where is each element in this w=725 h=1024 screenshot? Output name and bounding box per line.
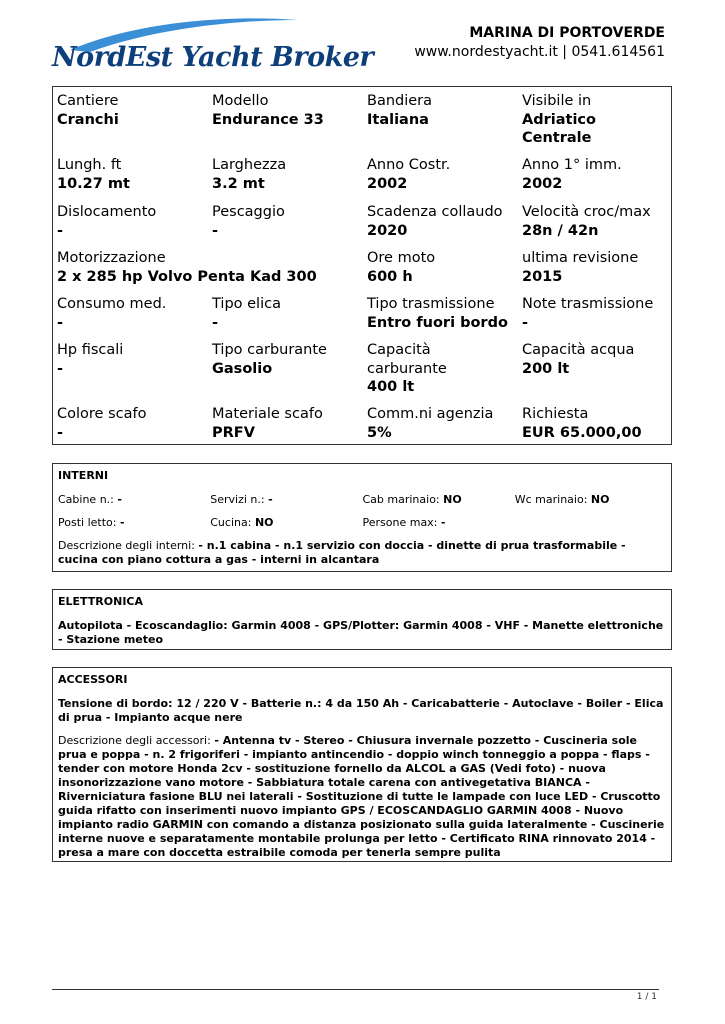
spec-lunghezza: [57, 156, 207, 193]
spec-pescaggio: [212, 203, 362, 240]
spec-label: Velocità croc/max: [522, 204, 651, 220]
section-title: ACCESSORI: [58, 673, 128, 686]
spec-value: -: [212, 222, 219, 239]
spec-value: 28n / 42n: [522, 222, 599, 239]
spec-value: -: [212, 314, 219, 331]
spec-value: 10.27 mt: [57, 175, 130, 192]
field-label: Cabine n.:: [58, 493, 114, 506]
spec-cantiere: [57, 92, 207, 129]
field-label: Wc marinaio:: [514, 493, 588, 506]
spec-value: -: [57, 424, 64, 441]
field-label: Servizi n.:: [210, 493, 265, 506]
spec-note-trasmissione: [522, 295, 672, 332]
spec-value: Endurance 33: [212, 111, 324, 128]
field-value: - n.1 cabina - n.1 servizio con doccia - dinette di prua trasformabile - cucina con piano cottura a gas - interni in alcantara: [58, 539, 626, 566]
spec-label: Anno Costr.: [367, 157, 451, 173]
interni-row: [58, 516, 667, 530]
field-value: -: [440, 516, 446, 529]
spec-value: PRFV: [212, 424, 255, 441]
spec-hp-fiscali: [57, 341, 207, 378]
spec-materiale-scafo: [212, 405, 362, 442]
footer-divider: [52, 989, 659, 990]
interni-row: [58, 493, 667, 507]
spec-modello: [212, 92, 362, 129]
spec-visibile: [522, 92, 642, 148]
spec-consumo: [57, 295, 207, 332]
spec-value: Cranchi: [57, 111, 119, 128]
field-value: NO: [254, 516, 274, 529]
spec-value: 200 lt: [522, 360, 570, 377]
field-label: Descrizione degli interni:: [58, 539, 195, 552]
spec-label: Tipo carburante: [212, 342, 327, 358]
field-value: -: [119, 516, 125, 529]
spec-commissioni: [367, 405, 517, 442]
spec-value: 5%: [367, 424, 392, 441]
spec-label: Larghezza: [212, 157, 287, 173]
spec-value: EUR 65.000,00: [522, 424, 642, 441]
interni-persone-max: [363, 516, 515, 530]
spec-label: Note trasmissione: [522, 296, 654, 312]
spec-value: 600 h: [367, 268, 413, 285]
spec-motorizzazione: [57, 249, 357, 286]
section-accessori: [52, 667, 672, 862]
spec-value: -: [57, 360, 64, 377]
field-label: Posti letto:: [58, 516, 117, 529]
spec-label: Cantiere: [57, 93, 119, 109]
spec-label: Visibile in: [522, 93, 592, 109]
contact-info: www.nordestyacht.it | 0541.614561: [414, 44, 665, 60]
spec-label: ultima revisione: [522, 250, 639, 266]
spec-value: 3.2 mt: [212, 175, 265, 192]
spec-label: Consumo med.: [57, 296, 167, 312]
field-label: Cucina:: [210, 516, 252, 529]
section-title: INTERNI: [58, 469, 109, 482]
spec-value: 2015: [522, 268, 563, 285]
company-logo: [50, 14, 374, 76]
spec-label: Pescaggio: [212, 204, 285, 220]
interni-servizi: [210, 493, 362, 507]
section-title: ELETTRONICA: [58, 595, 144, 608]
spec-table: [52, 86, 672, 445]
interni-descrizione: [58, 539, 667, 567]
spec-label: Bandiera: [367, 93, 433, 109]
accessori-text: Tensione di bordo: 12 / 220 V - Batterie n.: 4 da 150 Ah - Caricabatterie - Autoclave - Boiler - Elica di prua - Impianto acque nere: [58, 697, 664, 724]
interni-posti-letto: [58, 516, 210, 530]
spec-value: Entro fuori bordo: [367, 314, 508, 331]
interni-cabine: [58, 493, 210, 507]
interni-cab-marinaio: [363, 493, 515, 507]
header-info: [414, 24, 665, 61]
spec-label: Tipo elica: [212, 296, 281, 312]
spec-colore-scafo: [57, 405, 207, 442]
spec-richiesta: [522, 405, 672, 442]
spec-value: 400 lt: [367, 379, 415, 395]
marina-name: MARINA DI PORTOVERDE: [469, 25, 665, 41]
spec-value: 2020: [367, 222, 408, 239]
spec-label: Scadenza collaudo: [367, 204, 503, 220]
page-number: 1 / 1: [636, 992, 657, 1002]
spec-label: Comm.ni agenzia: [367, 406, 494, 422]
interni-wc-marinaio: [515, 493, 667, 507]
elettronica-text: Autopilota - Ecoscandaglio: Garmin 4008 - GPS/Plotter: Garmin 4008 - VHF - Manette elettroniche - Stazione meteo: [58, 619, 664, 646]
spec-anno-costr: [367, 156, 517, 193]
field-value: -: [268, 493, 273, 506]
spec-bandiera: [367, 92, 517, 129]
spec-value: Adriatico Centrale: [522, 111, 596, 146]
field-label: Cab marinaio:: [362, 493, 440, 506]
spec-label: Modello: [212, 93, 269, 109]
spec-label: Capacità acqua: [522, 342, 635, 358]
spec-anno-imm: [522, 156, 672, 193]
spec-value: -: [57, 222, 64, 239]
spec-scadenza: [367, 203, 517, 240]
spec-label: Capacità carburante: [367, 342, 447, 377]
spec-label: Dislocamento: [57, 204, 157, 220]
spec-label: Ore moto: [367, 250, 436, 266]
spec-label: Tipo trasmissione: [367, 296, 495, 312]
spec-capacita-carburante: [367, 341, 467, 397]
spec-larghezza: [212, 156, 362, 193]
spec-value: 2002: [522, 175, 563, 192]
spec-ore-moto: [367, 249, 517, 286]
spec-label: Richiesta: [522, 406, 589, 422]
section-interni: [52, 463, 672, 572]
spec-label: Motorizzazione: [57, 250, 166, 266]
accessori-descrizione: [58, 734, 667, 860]
spec-label: Hp fiscali: [57, 342, 124, 358]
spec-dislocamento: [57, 203, 207, 240]
spec-value: -: [522, 314, 529, 331]
spec-capacita-acqua: [522, 341, 672, 378]
spec-value: 2 x 285 hp Volvo Penta Kad 300: [57, 268, 317, 285]
field-value: - Antenna tv - Stereo - Chiusura invernale pozzetto - Cuscineria sole prua e poppa - n. 2 frigoriferi - impianto antincendio - doppio winch tonneggio a poppa - flaps - tender con motore Honda 2cv - sostituzione fornello da ALCOL a GAS (Vedi foto) - nuova insonorizzazione vano motore - Sabbiatura totale carena con antivegetativa BIANCA - Riverniciatura fasione BLU nei laterali - Sostituzione di tutte le lampade con luce LED - Cruscotto guida rifatto con inserimenti nuovo impianto GPS / ECOSCANDAGLIO GARMIN 4008 - Nuovo impianto radio GARMIN con comando a distanza posizionato sulla guida lateralmente - Cuscinerie interne nuove e separatamente montabile prolunga per letto - Certificato RINA rinnovato 2014 - presa a mare con doccetta estraibile comoda per tenerla sempre pulita: [58, 734, 665, 859]
field-value: NO: [590, 493, 610, 506]
spec-value: Italiana: [367, 111, 429, 128]
spec-value: 2002: [367, 175, 408, 192]
spec-value: Gasolio: [212, 360, 273, 377]
spec-velocita: [522, 203, 672, 240]
spec-label: Colore scafo: [57, 406, 147, 422]
spec-value: -: [57, 314, 64, 331]
spec-tipo-carburante: [212, 341, 362, 378]
interni-cucina: [210, 516, 362, 530]
field-label: Descrizione degli accessori:: [58, 734, 211, 747]
spec-label: Materiale scafo: [212, 406, 323, 422]
field-value: -: [117, 493, 122, 506]
field-value: NO: [443, 493, 462, 506]
field-label: Persone max:: [362, 516, 438, 529]
logo-text: NordEst Yacht Broker: [52, 42, 374, 73]
spec-label: Anno 1° imm.: [522, 157, 622, 173]
spec-tipo-trasmissione: [367, 295, 519, 332]
spec-revisione: [522, 249, 672, 286]
section-elettronica: [52, 589, 672, 650]
spec-tipo-elica: [212, 295, 362, 332]
spec-label: Lungh. ft: [57, 157, 122, 173]
